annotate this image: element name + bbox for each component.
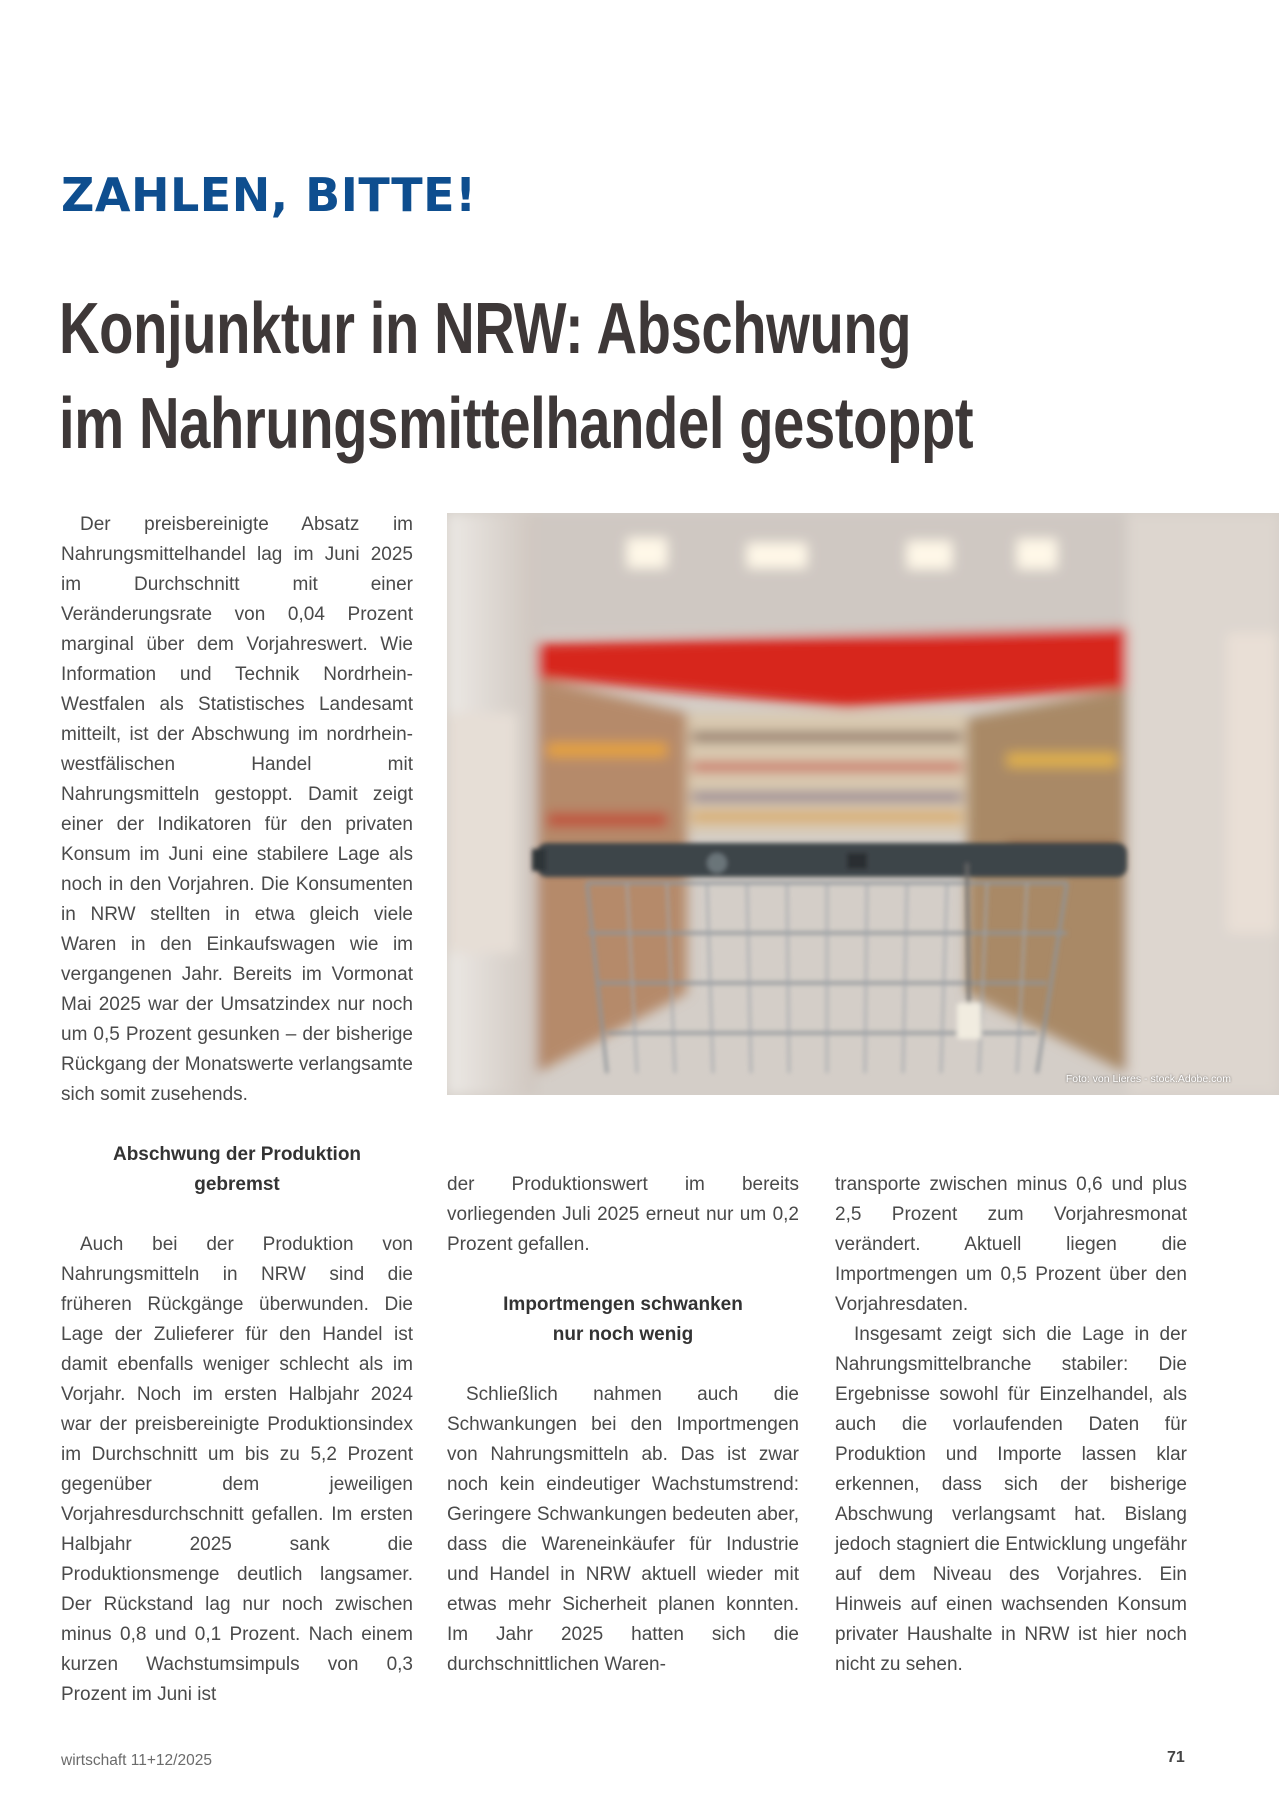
article-title — [59, 282, 974, 472]
column-3-continuation: transporte zwischen minus 0,6 und plus 2,5 Prozent zum Vorjahresmonat verändert. Aktuell liegen die Importmengen um 0,5 Prozent über den Vorjahresdaten. — [835, 1174, 1187, 1315]
conclusion-paragraph: Insgesamt zeigt sich die Lage in der Nahrungsmittelbranche stabiler: Die Ergebnisse sowohl für Einzelhandel, als auch die vorlaufenden Daten für Produktion und Importe lassen klar erkennen, dass sich der bisherige Abschwung verlangsamt hat. Bislang jedoch stagniert die Entwicklung ungefähr auf dem Niveau des Vorjahres. Ein Hinweis auf einen wachsenden Konsum privater Haushalte in NRW ist hier noch nicht zu sehen. — [835, 1324, 1187, 1675]
production-paragraph: Auch bei der Produktion von Nahrungsmitteln in NRW sind die früheren Rückgänge überwunden. Die Lage der Zulieferer für den Handel ist damit ebenfalls weniger schlecht als im Vorjahr. Noch im ersten Halbjahr 2024 war der preisbereinigte Produktionsindex im Durchschnitt um bis zu 5,2 Prozent gegenüber dem jeweiligen Vorjahresdurchschnitt gefallen. Im ersten Halbjahr 2025 sank die Produktionsmenge deutlich langsamer. Der Rückstand lag nur noch zwischen minus 0,8 und 0,1 Prozent. Nach einem kurzen Wachstumsimpuls von 0,3 Prozent im Juni ist — [61, 1234, 413, 1705]
photo-credit: Foto: von Lieres - stock.Adobe.com — [1065, 1073, 1231, 1085]
section-kicker: ZAHLEN, BITTE! — [61, 168, 477, 222]
article-title-line-2: im Nahrungsmittelhandel gestoppt — [59, 384, 974, 464]
column-1 — [61, 510, 413, 1710]
subheading-production — [61, 1140, 413, 1200]
page-number: 71 — [1167, 1749, 1185, 1766]
article-title-line-1: Konjunktur in NRW: Abschwung — [59, 289, 912, 369]
shopping-cart-photo — [447, 513, 1279, 1095]
subheading-imports — [447, 1290, 799, 1350]
column-2 — [447, 1170, 799, 1680]
subheading-production-line-2: gebremst — [194, 1174, 280, 1195]
subheading-imports-line-1: Importmengen schwanken — [503, 1294, 743, 1315]
publication-footer: wirtschaft 11+12/2025 — [61, 1752, 212, 1769]
column-3 — [835, 1170, 1187, 1680]
subheading-production-line-1: Abschwung der Produktion — [112, 1144, 362, 1165]
article-photo — [447, 513, 1279, 1095]
imports-paragraph: Schließlich nahmen auch die Schwankungen bei den Importmengen von Nahrungsmitteln ab. Das ist zwar noch kein eindeutiger Wachstumstrend: Geringere Schwankungen bedeuten aber, dass die Wareneinkäufer für Industrie und Handel in NRW aktuell wieder mit etwas mehr Sicherheit planen konnten. Im Jahr 2025 hatten sich die durchschnittlichen Waren- — [447, 1384, 799, 1675]
column-2-continuation: der Produktionswert im bereits vorliegenden Juli 2025 erneut nur um 0,2 Prozent gefallen. — [447, 1174, 799, 1255]
subheading-imports-line-2: nur noch wenig — [552, 1324, 694, 1345]
intro-paragraph: Der preisbereinigte Absatz im Nahrungsmittelhandel lag im Juni 2025 im Durchschnitt mit einer Veränderungsrate von 0,04 Prozent marginal über dem Vorjahreswert. Wie Information und Technik Nordrhein-Westfalen als Statistisches Landesamt mitteilt, ist der Abschwung im nordrhein-westfälischen Handel mit Nahrungsmitteln gestoppt. Damit zeigt einer der Indikatoren für den privaten Konsum im Juni eine stabilere Lage als noch in den Vorjahren. Die Konsumenten in NRW stellten in etwa gleich viele Waren in den Einkaufswagen wie im vergangenen Jahr. Bereits im Vormonat Mai 2025 war der Umsatzindex nur noch um 0,5 Prozent gesunken – der bisherige Rückgang der Monatswerte verlangsamte sich somit zusehends. — [61, 514, 413, 1105]
